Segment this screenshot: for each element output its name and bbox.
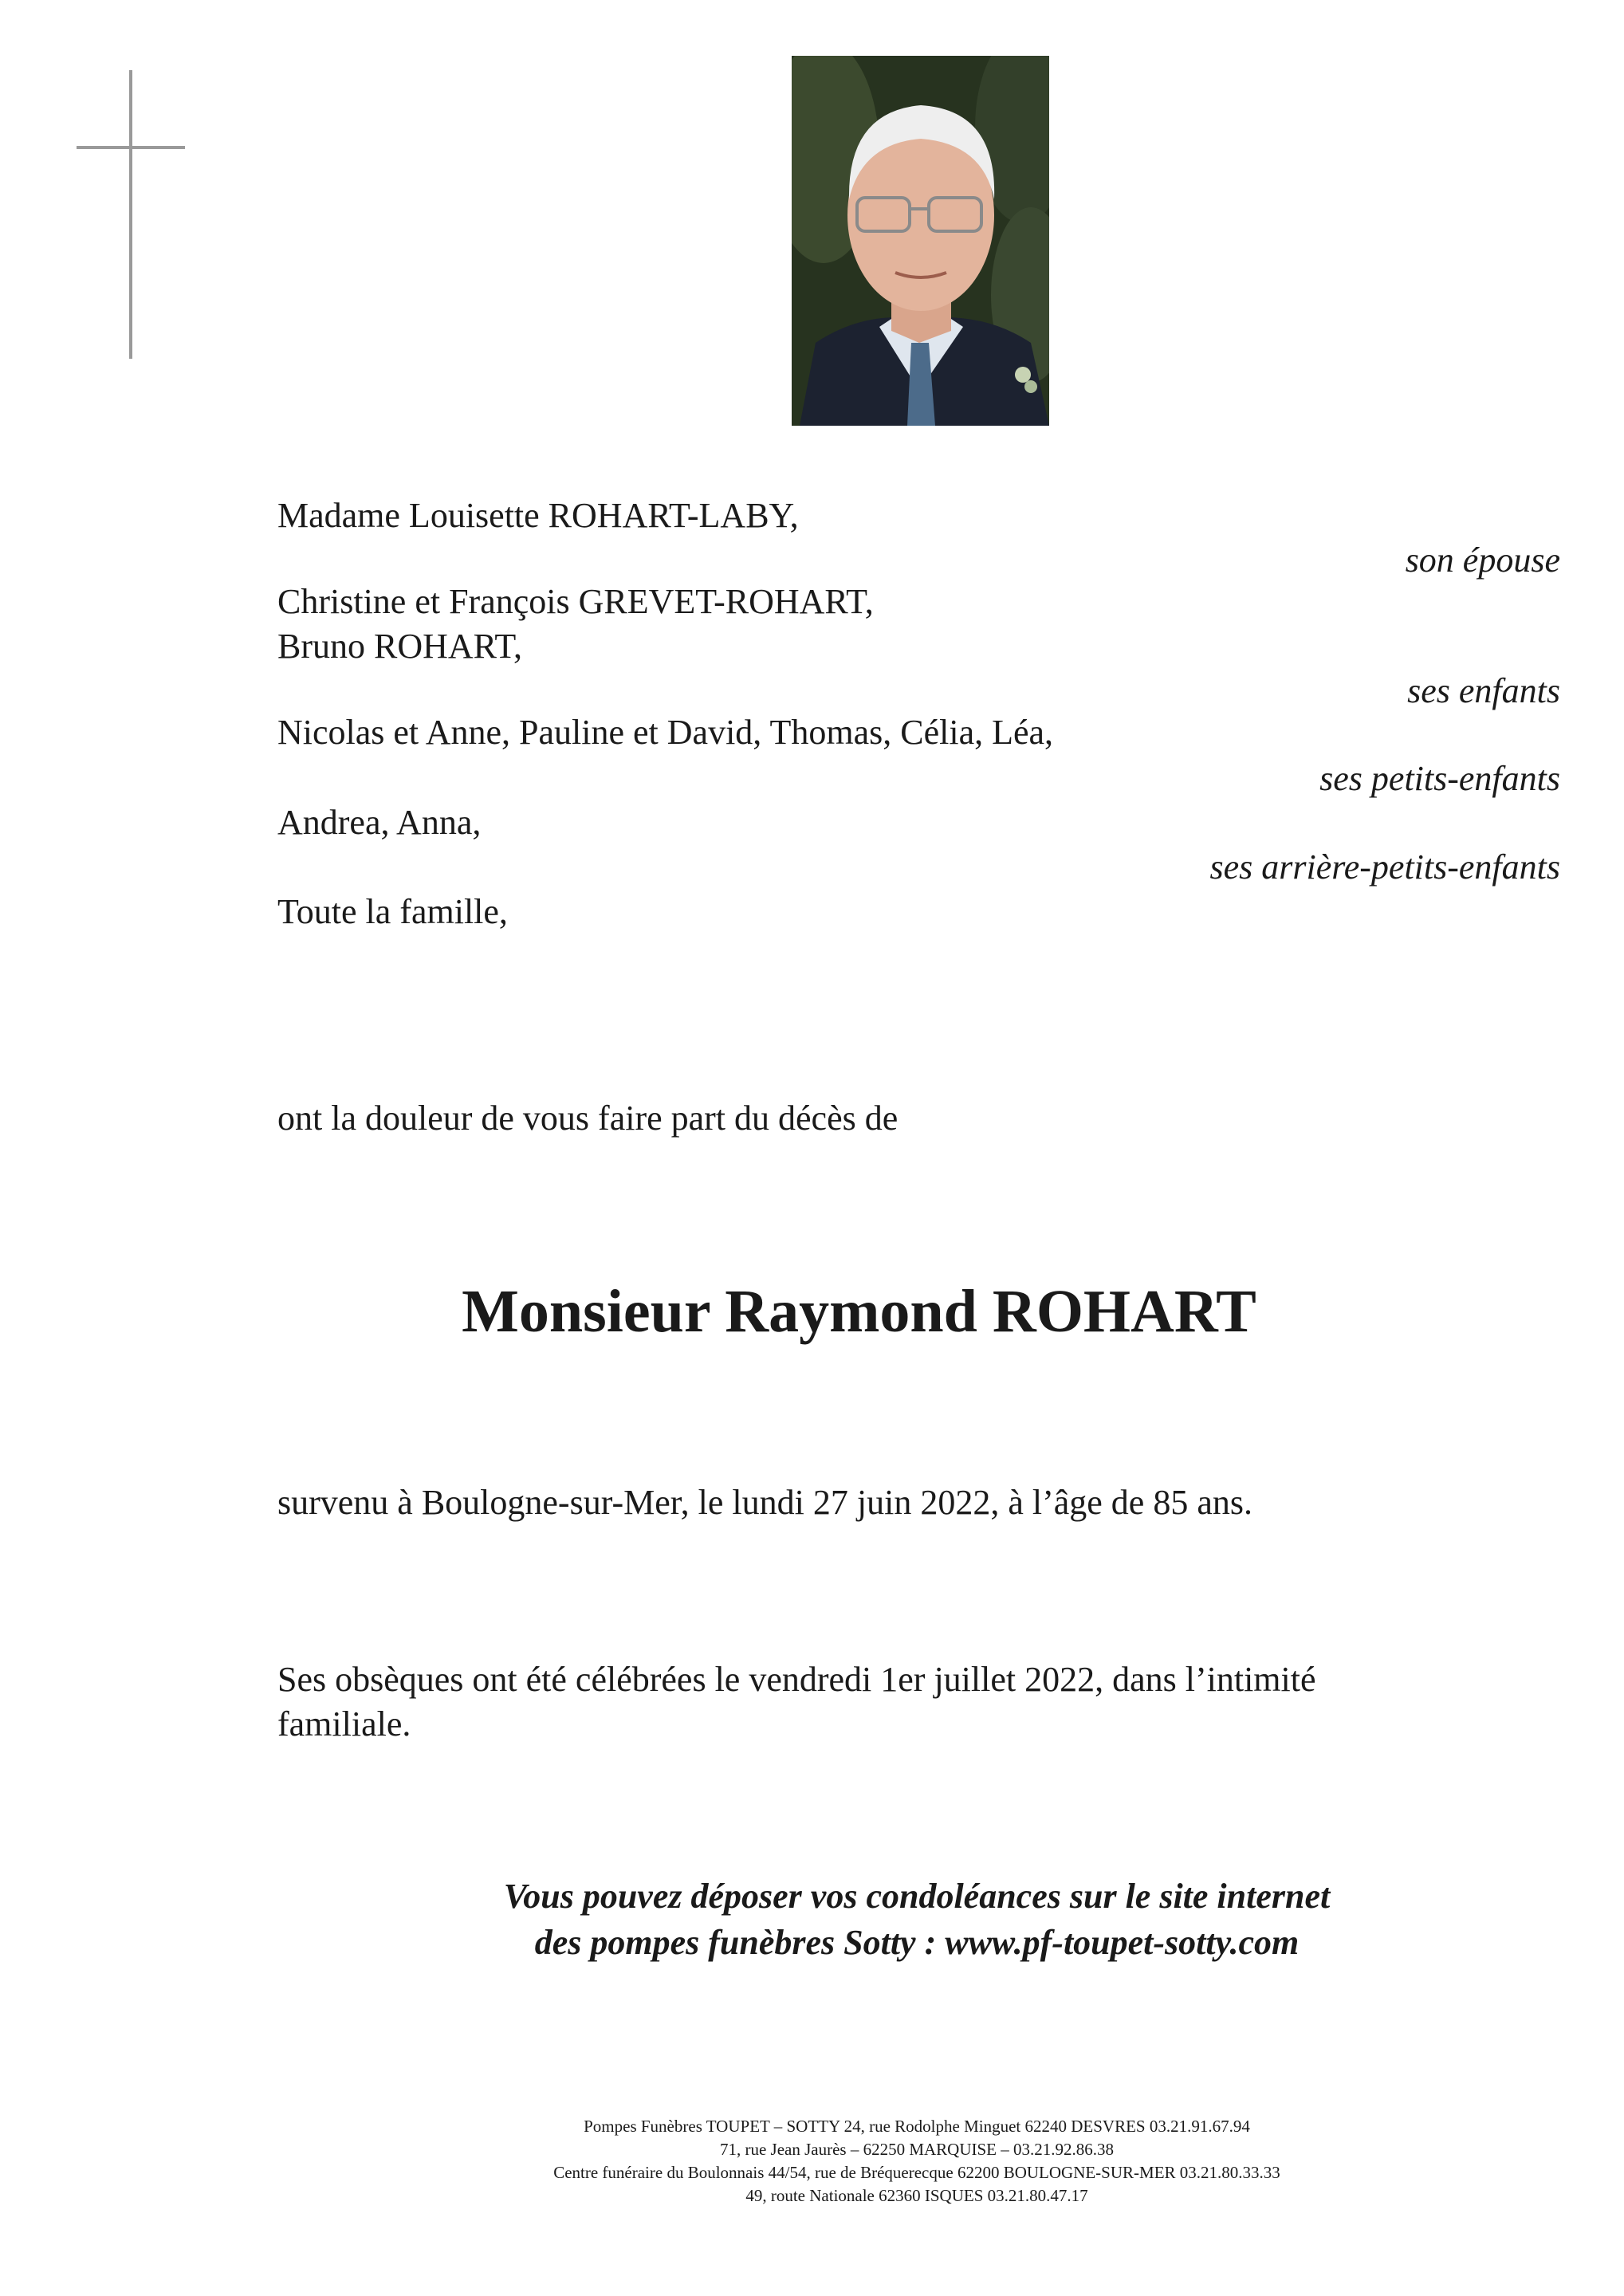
family-spouse-name: Madame Louisette ROHART-LABY, [277, 496, 799, 535]
cross-horizontal-bar [77, 146, 185, 149]
family-extended: Toute la famille, [277, 892, 508, 931]
relation-grandchildren: ses petits-enfants [1319, 759, 1560, 798]
death-details: survenu à Boulogne-sur-Mer, le lundi 27 juin 2022, à l’âge de 85 ans. [277, 1483, 1252, 1522]
funeral-details-line-1: Ses obsèques ont été célébrées le vendredi 1er juillet 2022, dans l’intimité [277, 1660, 1316, 1699]
deceased-name: Monsieur Raymond ROHART [462, 1278, 1256, 1345]
relation-spouse: son épouse [1405, 541, 1560, 580]
portrait-illustration [792, 56, 1049, 426]
family-children-name-1: Christine et François GREVET-ROHART, [277, 582, 874, 621]
funeral-home-footer [446, 2115, 1387, 2208]
condolences-line-1: Vous pouvez déposer vos condoléances sur le site internet [503, 1877, 1331, 1916]
relation-great-grandchildren: ses arrière-petits-enfants [1209, 847, 1560, 887]
relation-children: ses enfants [1407, 671, 1560, 710]
cross-vertical-bar [129, 70, 132, 359]
family-grandchildren-names: Nicolas et Anne, Pauline et David, Thomas, Célia, Léa, [277, 713, 1054, 752]
footer-line-1: Pompes Funèbres TOUPET – SOTTY 24, rue Rodolphe Minguet 62240 DESVRES 03.21.91.67.94 [584, 2117, 1250, 2136]
footer-line-3: Centre funéraire du Boulonnais 44/54, rue de Bréquerecque 62200 BOULOGNE-SUR-MER 03.21.80.33.33 [553, 2163, 1280, 2182]
funeral-details-line-2: familiale. [277, 1704, 411, 1744]
family-great-grandchildren-names: Andrea, Anna, [277, 803, 482, 842]
announcement-intro: ont la douleur de vous faire part du décès de [277, 1099, 899, 1138]
footer-line-2: 71, rue Jean Jaurès – 62250 MARQUISE – 03.21.92.86.38 [719, 2140, 1115, 2159]
family-children-name-2: Bruno ROHART, [277, 627, 522, 666]
condolences-line-2: des pompes funèbres Sotty : www.pf-toupet-sotty.com [534, 1923, 1300, 1962]
condolences-note [446, 1873, 1387, 1966]
portrait-photo [792, 56, 1049, 426]
footer-line-4: 49, route Nationale 62360 ISQUES 03.21.80.47.17 [745, 2186, 1088, 2205]
